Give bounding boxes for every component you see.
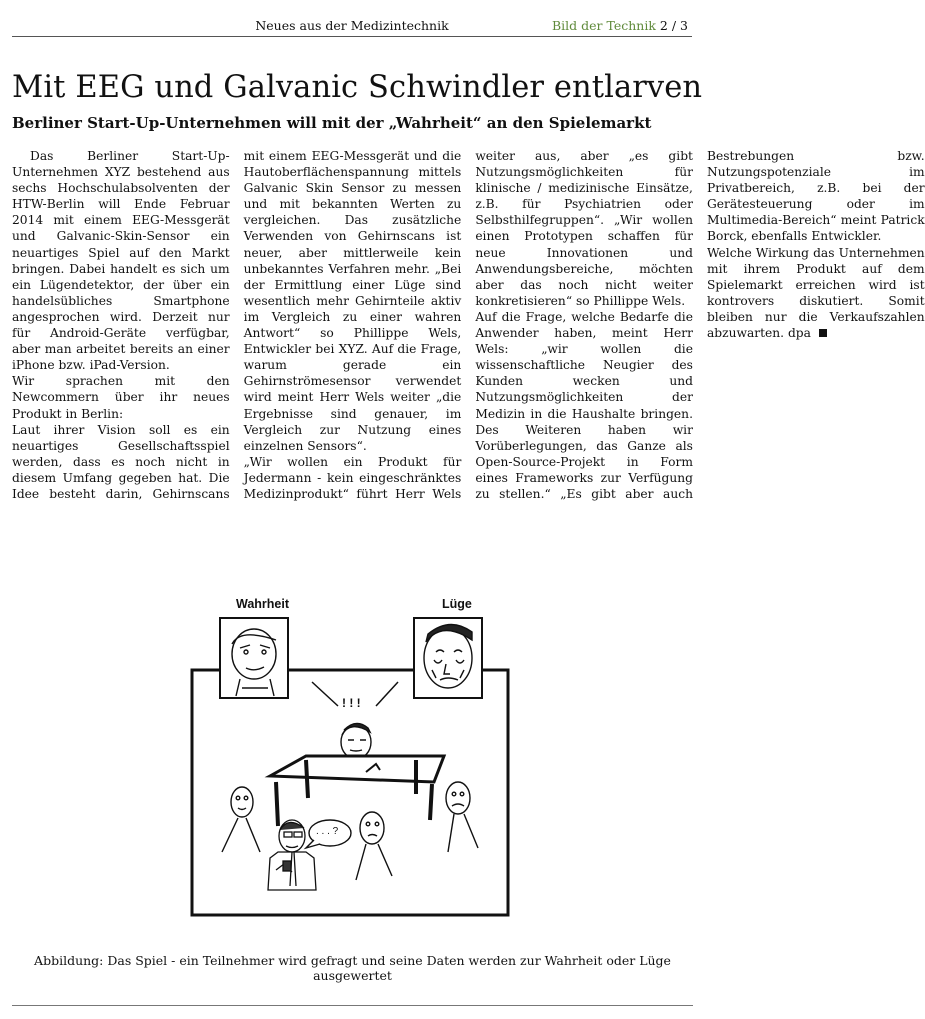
pointer-left bbox=[312, 682, 338, 706]
paragraph-outlook-text: Welche Wirkung das Unternehmen mit ihrem Produkt auf dem Spielemarkt erreichen wird ist kontrovers diskutiert. Somit bleiben nur die Verkaufszahlen abzuwarten. dpa bbox=[706, 245, 925, 341]
comic-drawing bbox=[180, 590, 520, 920]
pointer-right bbox=[376, 682, 398, 706]
paragraph-vision: Laut ihrer Vision soll es ein neuartiges Gesellschaftsspiel werden, dass es noch nicht in diesem Umfang gegeben hat. Die Idee besteht darin, Gehirnscans mit einem EEG-Messgerät und die Hautoberflächenspannung mittels Galvanic Skin Sensor zu messen und mit bekannten Werten zu vergleichen. Das zusätzliche Verwenden von Gehirnscans ist neuer, aber mittlerweile kein unbekanntes Verfahren mehr. „Bei der Ermittlung einer Lüge sind wesentlich mehr Gehirnteile aktiv im Vergleich zu einer wahren Antwort“ so Phillippe Wels, Entwickler bei XYZ. Auf die Frage, warum gerade ein Gehirnströmesensor verwendet wird meint Herr Wels weiter „die Ergebnisse sind genauer, im Vergleich zur Nutzung eines einzelnen Sensors“. bbox=[12, 149, 462, 501]
footer-rule bbox=[12, 1005, 693, 1006]
figure-caption: Abbildung: Das Spiel - ein Teilnehmer wird gefragt und seine Daten werden zur Wahrheit oder Lüge ausgewertet bbox=[34, 953, 671, 983]
header-right bbox=[552, 18, 688, 33]
article-title: Mit EEG und Galvanic Schwindler entlarven bbox=[12, 70, 703, 105]
article-body bbox=[12, 148, 925, 518]
header-section: Neues aus der Medizintechnik bbox=[255, 18, 449, 33]
speech-text: . . . ? bbox=[316, 826, 339, 837]
exclamation-marks: ! ! ! bbox=[342, 696, 361, 710]
header-magazine: Bild der Technik bbox=[551, 18, 656, 33]
paragraph-outlook bbox=[707, 245, 925, 342]
paragraph-interview-lead: Wir sprachen mit den Newcommern über ihr neues Produkt in Berlin: bbox=[12, 374, 230, 421]
paragraph-product: „Wir wollen ein Produkt für Jedermann - kein eingeschränktes Medizinprodukt“ führt Herr Wels weiter aus, aber „es gibt Nutzungsmöglichkeiten für klinische / medizinische Einsätze, z.B. für Psychiatrien oder Selbsthilfegruppen“. „Wir wollen einen Prototypen schaffen für neue Innovationen und Anwendungsbereiche, möchten aber das noch nicht weiter konkretisieren“ so Phillippe Wels. bbox=[243, 149, 693, 501]
label-lie: Lüge bbox=[442, 597, 472, 611]
running-header bbox=[12, 14, 692, 37]
paragraph-needs: Auf die Frage, welche Bedarfe die Anwender haben, meint Herr Wels: „wir wollen die wissenschaftliche Neugier des Kunden wecken und Nutzungsmöglichkeiten der Medizin in die Haushalte bringen. Des Weiteren haben wir Vorüberlegungen, das Ganze als Open-Source-Projekt in Form eines Frameworks zur Verfügung zu stellen.“ „Es gibt aber auch Bestrebungen bzw. Nutzungspotenziale im Privatbereich, z.B. bei der Gerätesteuerung oder im Multimedia-Bereich“ meint Patrick Borck, ebenfalls Entwickler. bbox=[475, 149, 925, 501]
seated-person bbox=[341, 723, 371, 759]
comic-figure bbox=[180, 590, 520, 920]
table bbox=[270, 756, 444, 826]
end-of-article-mark bbox=[819, 329, 827, 337]
bottom-right-stick-figure bbox=[356, 812, 392, 880]
left-stick-figure bbox=[222, 787, 260, 852]
truth-panel bbox=[220, 618, 288, 698]
label-truth: Wahrheit bbox=[236, 597, 290, 611]
article-subtitle: Berliner Start-Up-Unternehmen will mit der „Wahrheit“ an den Spielemarkt bbox=[12, 114, 652, 132]
header-page-number: 2 / 3 bbox=[659, 18, 688, 33]
paragraph-intro: Das Berliner Start-Up-Unternehmen XYZ bestehend aus sechs Hochschulabsolventen der HTW-Berlin will Ende Februar 2014 mit einem EEG-Messgerät und Galvanic-Skin-Sensor ein neuartiges Spiel auf den Markt bringen. Dabei handelt es sich um ein Lügendetektor, der über ein handelsübliches Smartphone angesprochen wird. Derzeit nur für Android-Geräte verfügbar, aber man arbeitet bereits an einer iPhone bzw. iPad-Version. bbox=[12, 149, 230, 373]
right-stick-figure bbox=[446, 782, 478, 852]
